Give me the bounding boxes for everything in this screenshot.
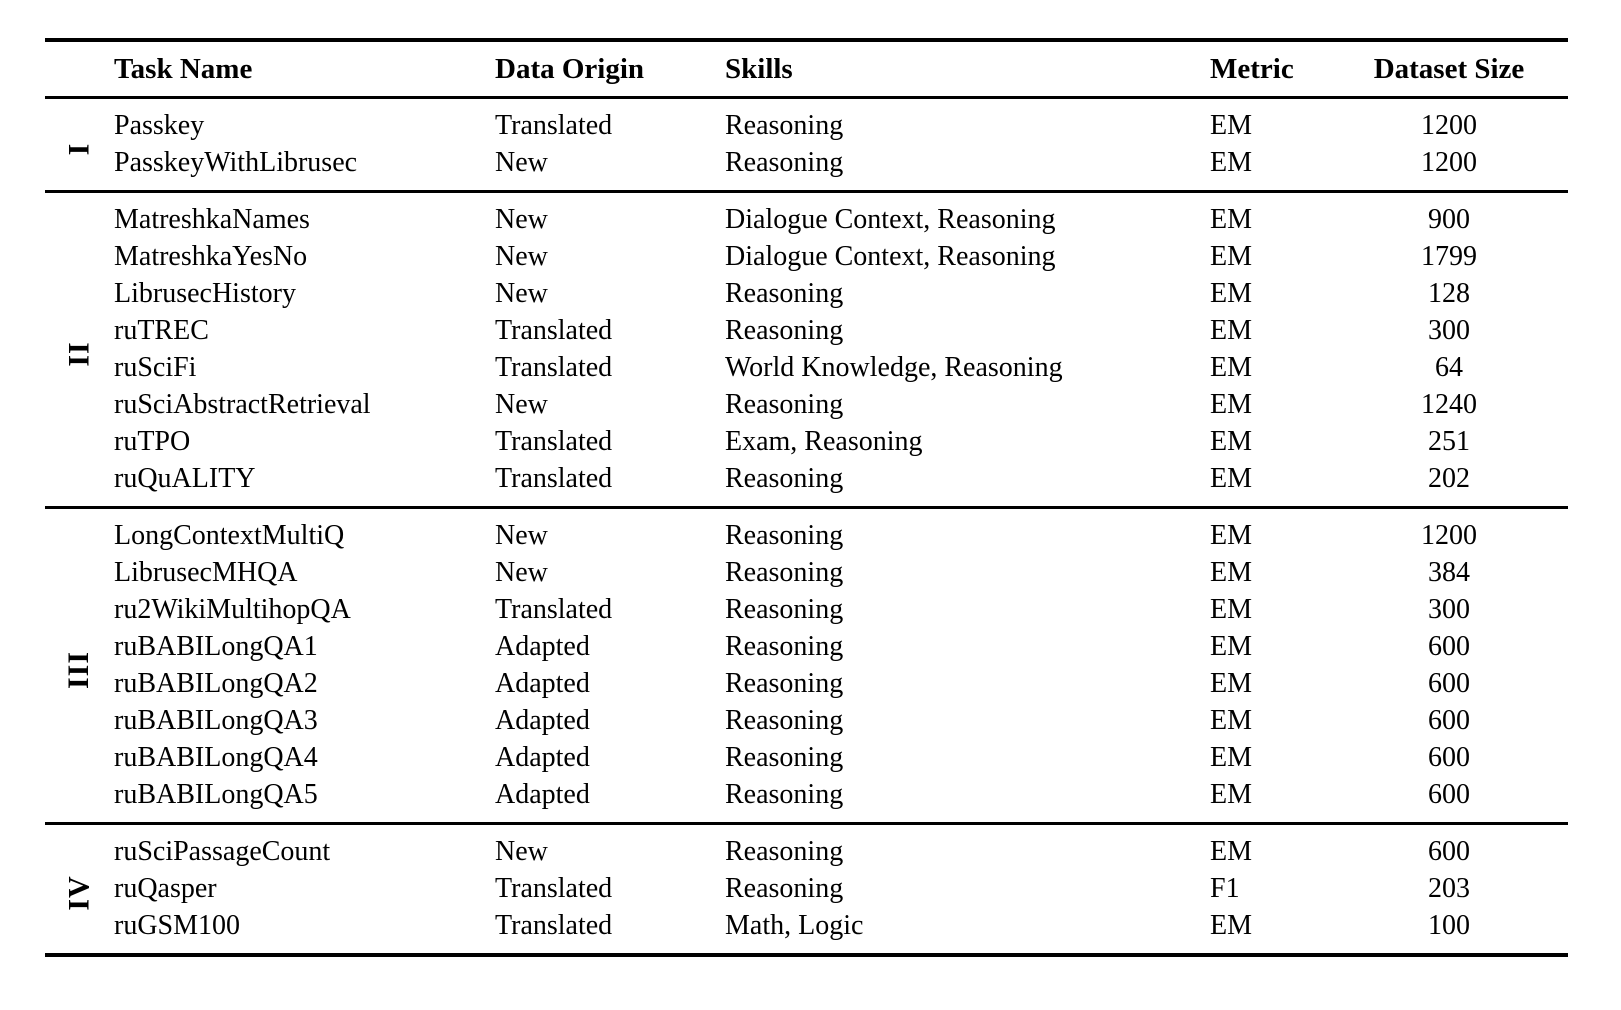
- group-label-text: III: [62, 650, 96, 689]
- cell-task-name: MatreshkaNames: [114, 204, 310, 235]
- col-header-data-origin: Data Origin: [495, 53, 645, 85]
- cell-data-origin: New: [495, 520, 548, 551]
- cell-task-name: LongContextMultiQ: [114, 520, 345, 551]
- cell-task-name: ruSciPassageCount: [114, 836, 331, 867]
- cell-metric: EM: [1210, 705, 1252, 736]
- table-row: [45, 98, 1568, 145]
- table-row: [45, 776, 1568, 824]
- cell-skills: Reasoning: [725, 110, 844, 141]
- group-label: [45, 192, 114, 508]
- group-label: [45, 508, 114, 824]
- cell-dataset-size: 384: [1428, 557, 1470, 588]
- cell-dataset-size: 600: [1428, 779, 1470, 810]
- cell-dataset-size: 1799: [1421, 241, 1477, 272]
- cell-data-origin: Adapted: [495, 779, 590, 810]
- cell-task-name: PasskeyWithLibrusec: [114, 147, 358, 178]
- cell-skills: Reasoning: [725, 278, 844, 309]
- table-row: [45, 665, 1568, 702]
- cell-data-origin: Translated: [495, 910, 613, 941]
- cell-task-name: ruQuALITY: [114, 463, 256, 494]
- cell-data-origin: New: [495, 836, 548, 867]
- col-header-skills: Skills: [725, 53, 793, 85]
- cell-data-origin: Adapted: [495, 668, 590, 699]
- cell-skills: Reasoning: [725, 873, 844, 904]
- task-group-II: [45, 192, 1568, 508]
- cell-skills: Dialogue Context, Reasoning: [725, 241, 1056, 272]
- cell-skills: Reasoning: [725, 742, 844, 773]
- cell-dataset-size: 64: [1435, 352, 1463, 383]
- table-row: [45, 824, 1568, 871]
- cell-data-origin: New: [495, 147, 548, 178]
- cell-metric: EM: [1210, 241, 1252, 272]
- cell-data-origin: Translated: [495, 426, 613, 457]
- table-row: [45, 312, 1568, 349]
- table-row: [45, 739, 1568, 776]
- cell-metric: EM: [1210, 389, 1252, 420]
- table-row: [45, 702, 1568, 739]
- cell-task-name: ruBABILongQA1: [114, 631, 318, 662]
- group-label-text: II: [62, 340, 96, 367]
- cell-skills: Reasoning: [725, 779, 844, 810]
- cell-skills: Dialogue Context, Reasoning: [725, 204, 1056, 235]
- col-header-metric: Metric: [1210, 53, 1294, 85]
- cell-dataset-size: 128: [1428, 278, 1470, 309]
- cell-skills: Reasoning: [725, 668, 844, 699]
- cell-skills: Reasoning: [725, 389, 844, 420]
- cell-skills: Reasoning: [725, 147, 844, 178]
- group-label: [45, 98, 114, 192]
- cell-metric: EM: [1210, 557, 1252, 588]
- cell-dataset-size: 600: [1428, 742, 1470, 773]
- cell-data-origin: New: [495, 241, 548, 272]
- cell-task-name: ruSciAbstractRetrieval: [114, 389, 371, 420]
- group-label: [45, 824, 114, 956]
- cell-data-origin: Translated: [495, 463, 613, 494]
- cell-data-origin: Translated: [495, 594, 613, 625]
- cell-task-name: ruQasper: [114, 873, 217, 904]
- group-label-text: IV: [62, 875, 96, 911]
- table-row: [45, 508, 1568, 555]
- cell-dataset-size: 251: [1428, 426, 1470, 457]
- cell-metric: EM: [1210, 742, 1252, 773]
- cell-metric: EM: [1210, 463, 1252, 494]
- cell-data-origin: Translated: [495, 315, 613, 346]
- cell-skills: Math, Logic: [725, 910, 864, 941]
- table-row: [45, 386, 1568, 423]
- cell-dataset-size: 600: [1428, 631, 1470, 662]
- table-row: [45, 192, 1568, 239]
- cell-skills: Reasoning: [725, 315, 844, 346]
- cell-dataset-size: 900: [1428, 204, 1470, 235]
- cell-skills: Reasoning: [725, 836, 844, 867]
- benchmark-tasks-table: [45, 38, 1568, 957]
- cell-task-name: ruBABILongQA5: [114, 779, 318, 810]
- cell-skills: Reasoning: [725, 631, 844, 662]
- table-row: [45, 238, 1568, 275]
- table-row: [45, 591, 1568, 628]
- table-row: [45, 628, 1568, 665]
- cell-dataset-size: 600: [1428, 668, 1470, 699]
- cell-skills: Reasoning: [725, 520, 844, 551]
- cell-task-name: MatreshkaYesNo: [114, 241, 308, 272]
- task-group-IV: [45, 824, 1568, 956]
- cell-metric: EM: [1210, 315, 1252, 346]
- group-label-column-header: [45, 40, 114, 98]
- cell-metric: EM: [1210, 204, 1252, 235]
- cell-skills: Exam, Reasoning: [725, 426, 923, 457]
- cell-task-name: ruSciFi: [114, 352, 197, 383]
- cell-metric: EM: [1210, 668, 1252, 699]
- table-row: [45, 554, 1568, 591]
- cell-data-origin: Adapted: [495, 742, 590, 773]
- cell-dataset-size: 202: [1428, 463, 1470, 494]
- cell-metric: EM: [1210, 352, 1252, 383]
- cell-metric: EM: [1210, 147, 1252, 178]
- cell-skills: Reasoning: [725, 557, 844, 588]
- cell-data-origin: New: [495, 389, 548, 420]
- cell-data-origin: Adapted: [495, 631, 590, 662]
- cell-dataset-size: 300: [1428, 315, 1470, 346]
- cell-data-origin: New: [495, 557, 548, 588]
- cell-metric: EM: [1210, 520, 1252, 551]
- table-row: [45, 460, 1568, 508]
- cell-metric: F1: [1210, 873, 1240, 904]
- cell-metric: EM: [1210, 426, 1252, 457]
- cell-dataset-size: 300: [1428, 594, 1470, 625]
- cell-dataset-size: 203: [1428, 873, 1470, 904]
- col-header-task-name: Task Name: [114, 53, 253, 85]
- cell-task-name: ru2WikiMultihopQA: [114, 594, 351, 625]
- cell-data-origin: Translated: [495, 352, 613, 383]
- cell-dataset-size: 1200: [1421, 520, 1477, 551]
- cell-skills: Reasoning: [725, 463, 844, 494]
- table-row: [45, 870, 1568, 907]
- cell-dataset-size: 600: [1428, 705, 1470, 736]
- cell-task-name: LibrusecHistory: [114, 278, 296, 309]
- cell-dataset-size: 1200: [1421, 147, 1477, 178]
- table-row: [45, 144, 1568, 192]
- cell-metric: EM: [1210, 594, 1252, 625]
- cell-data-origin: New: [495, 204, 548, 235]
- cell-metric: EM: [1210, 631, 1252, 662]
- cell-metric: EM: [1210, 278, 1252, 309]
- cell-data-origin: Translated: [495, 873, 613, 904]
- task-group-III: [45, 508, 1568, 824]
- cell-task-name: Passkey: [114, 110, 205, 141]
- cell-skills: World Knowledge, Reasoning: [725, 352, 1063, 383]
- cell-task-name: ruBABILongQA4: [114, 742, 318, 773]
- table-row: [45, 275, 1568, 312]
- cell-task-name: ruBABILongQA2: [114, 668, 318, 699]
- cell-metric: EM: [1210, 110, 1252, 141]
- group-label-text: I: [62, 142, 96, 155]
- cell-task-name: LibrusecMHQA: [114, 557, 298, 588]
- cell-skills: Reasoning: [725, 594, 844, 625]
- col-header-dataset-size: Dataset Size: [1373, 53, 1525, 85]
- cell-data-origin: New: [495, 278, 548, 309]
- cell-metric: EM: [1210, 910, 1252, 941]
- cell-skills: Reasoning: [725, 705, 844, 736]
- header-row: [45, 40, 1568, 98]
- cell-task-name: ruGSM100: [114, 910, 241, 941]
- task-group-I: [45, 98, 1568, 192]
- table-row: [45, 423, 1568, 460]
- cell-metric: EM: [1210, 836, 1252, 867]
- cell-dataset-size: 100: [1428, 910, 1470, 941]
- cell-data-origin: Translated: [495, 110, 613, 141]
- cell-dataset-size: 1240: [1421, 389, 1477, 420]
- cell-data-origin: Adapted: [495, 705, 590, 736]
- cell-dataset-size: 600: [1428, 836, 1470, 867]
- cell-metric: EM: [1210, 779, 1252, 810]
- cell-task-name: ruBABILongQA3: [114, 705, 318, 736]
- cell-task-name: ruTREC: [114, 315, 209, 346]
- table-row: [45, 907, 1568, 955]
- cell-task-name: ruTPO: [114, 426, 191, 457]
- table-row: [45, 349, 1568, 386]
- cell-dataset-size: 1200: [1421, 110, 1477, 141]
